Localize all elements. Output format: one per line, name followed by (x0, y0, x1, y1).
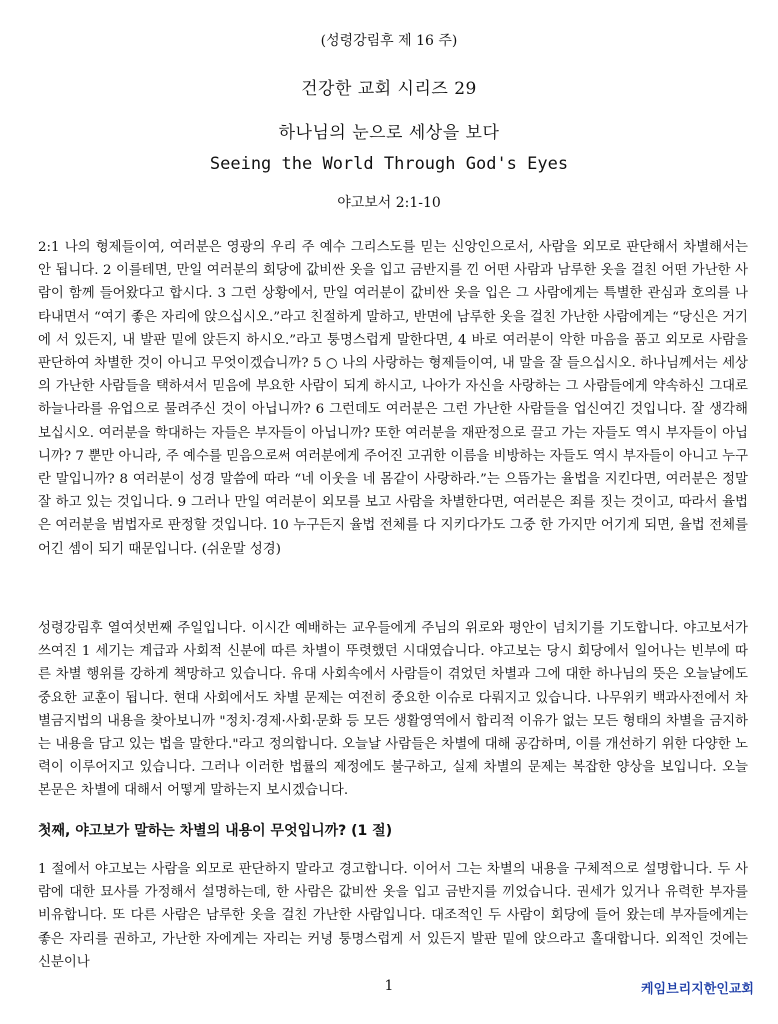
page-number: 1 (384, 978, 394, 994)
church-name: 케임브리지한인교회 (640, 982, 754, 997)
sermon-title: 하나님의 눈으로 세상을 보다 (278, 123, 500, 143)
scripture-text: 2:1 나의 형제들이여, 여러분은 영광의 우리 주 예수 그리스도를 믿는 신앙인으로서, 사람을 외모로 판단해서 차별해서는 안 됩니다. 2 이를테면, 만일 여러분의 회당에 값비싼 옷을 입고 금반지를 낀 어떤 사람과 남루한 옷을 걸친 어떤 가난한 사람이 함께 들어왔다고 합시다. 3 그런 상황에서, 만일 여러분이 값비싼 옷을 입은 그 사람에게는 특별한 관심과 호의를 나타내면서 “여기 좋은 자리에 앉으십시오.”라고 친절하게 말하고, 반면에 남루한 옷을 걸친 가난한 사람에게는 “당신은 거기에 서 있든지, 내 발판 밑에 앉든지 하시오.”라고 퉁명스럽게 말한다면, 4 바로 여러분이 악한 마음을 품고 외모로 사람을 판단하여 차별한 것이 아니고 무엇이겠습니까? 5 ○ 나의 사랑하는 형제들이여, 내 말을 잘 들으십시오. 하나님께서는 세상의 가난한 사람들을 택하셔서 믿음에 부요한 사람이 되게 하시고, 나아가 자신을 사랑하는 그 사람들에게 약속하신 그대로 하늘나라를 유업으로 물려주신 것이 아닙니까? 6 그런데도 여러분은 그런 가난한 사람들을 업신여긴 것입니다. 잘 생각해 보십시오. 여러분을 학대하는 자들은 부자들이 아닙니까? 또한 여러분을 재판정으로 끌고 가는 자들도 역시 부자들이 아닙니까? 7 뿐만 아니라, 주 예수를 믿음으로써 여러분에게 주어진 고귀한 이름을 비방하는 자들도 역시 부자들이 아니고 누구란 말입니까? 8 여러분이 성경 말씀에 따라 “네 이웃을 네 몸같이 사랑하라.”는 으뜸가는 율법을 지킨다면, 여러분은 정말 잘 하고 있는 것입니다. 9 그러나 만일 여러분이 외모를 보고 사람을 차별한다면, 여러분은 죄를 짓는 것이고, 따라서 율법은 여러분을 범법자로 판정할 것입니다. 10 누구든지 율법 전체를 다 지키다가도 그중 한 가지만 어기게 되면, 율법 전체를 어긴 셈이 되기 때문입니다. (쉬운말 성경) (38, 240, 748, 557)
week-label: (성령강림후 제 16 주) (320, 33, 458, 49)
section-paragraph: 1 절에서 야고보는 사람을 외모로 판단하지 말라고 경고합니다. 이어서 그는 차별의 내용을 구체적으로 설명합니다. 두 사람에 대한 묘사를 가정해서 설명하는데, 한 사람은 값비싼 옷을 입고 금반지를 끼었습니다. 권세가 있거나 유력한 부자를 비유합니다. 또 다른 사람은 남루한 옷을 걸친 가난한 사람입니다. 대조적인 두 사람이 회당에 들어 왔는데 부자들에게는 좋은 자리를 권하고, 가난한 자에게는 자리는 커녕 퉁명스럽게 서 있든지 발판 밑에 앉으라고 홀대합니다. 외적인 것에는 신분이나 (38, 862, 748, 970)
section-heading: 첫째, 야고보가 말하는 차별의 내용이 무엇입니까? (1 절) (38, 823, 393, 839)
intro-paragraph: 성령강림후 열여섯번째 주일입니다. 이시간 예배하는 교우들에게 주님의 위로와 평안이 넘치기를 기도합니다. 야고보서가 쓰여진 1 세기는 계급과 사회적 신분에 따른 차별이 뚜렷했던 시대였습니다. 야고보는 당시 회당에서 일어나는 빈부에 따른 차별 행위를 강하게 책망하고 있습니다. 유대 사회속에서 사람들이 겪었던 차별과 그에 대한 하나님의 뜻은 오늘날에도 중요한 교훈이 됩니다. 현대 사회에서도 차별 문제는 여전히 중요한 이슈로 다뤄지고 있습니다. 나무위키 백과사전에서 차별금지법의 내용을 찾아보니까 "정치·경제·사회·문화 등 모든 생활영역에서 합리적 이유가 없는 모든 형태의 차별을 금지하는 내용을 담고 있는 법을 말한다."라고 정의합니다. 오늘날 사람들은 차별에 대해 공감하며, 이를 개선하기 위한 다양한 노력이 이루어지고 있습니다. 그러나 이러한 법률의 제정에도 불구하고, 실제 차별의 문제는 복잡한 양상을 보입니다. 오늘 본문은 차별에 대해서 어떻게 말하는지 보시겠습니다. (38, 621, 748, 799)
english-title: Seeing the World Through God's Eyes (209, 154, 569, 174)
scripture-reference: 야고보서 2:1-10 (337, 195, 441, 211)
series-title: 건강한 교회 시리즈 29 (301, 79, 477, 99)
